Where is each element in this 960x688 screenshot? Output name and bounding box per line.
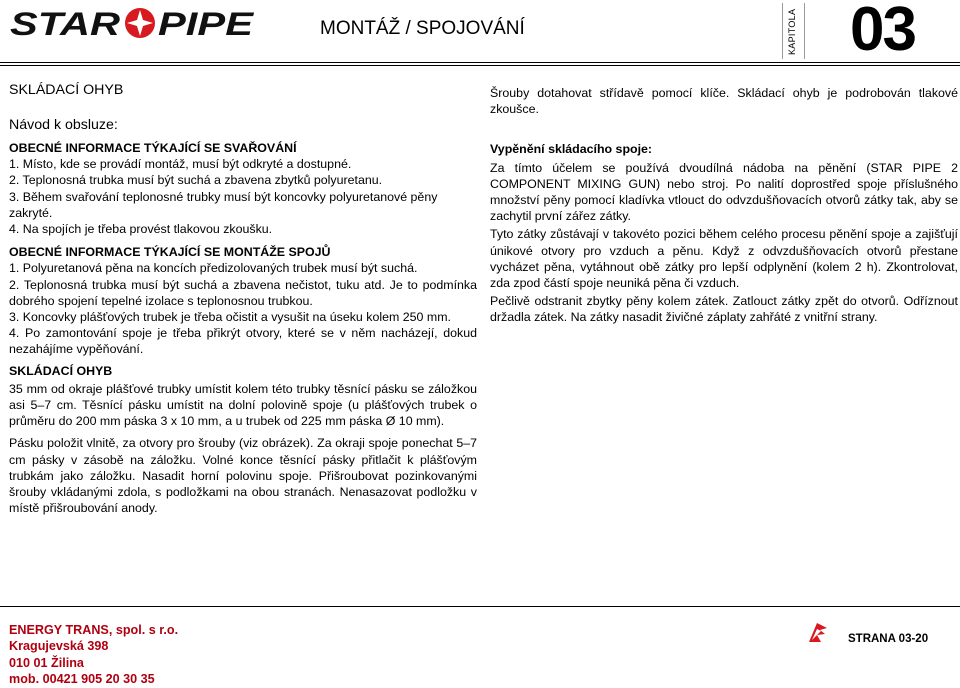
energy-trans-logo-icon bbox=[805, 620, 831, 646]
section-title: SKLÁDACÍ OHYB bbox=[9, 82, 124, 98]
header-divider bbox=[782, 3, 783, 59]
list-item: 3. Koncovky plášťových trubek je třeba očistit a vysušit na úseku kolem 250 mm. bbox=[9, 310, 451, 325]
left-column bbox=[9, 81, 477, 516]
chapter-label: KAPITOLA bbox=[787, 8, 797, 55]
bend-heading: SKLÁDACÍ OHYB bbox=[9, 363, 113, 378]
intro-paragraph: Šrouby dotahovat střídavě pomocí klíče. Skládací ohyb je podrobován tlakové zkoušce. bbox=[490, 86, 958, 117]
foaming-heading: Vypěnění skládacího spoje: bbox=[490, 142, 653, 157]
page-number: STRANA 03-20 bbox=[848, 633, 929, 645]
list-item: 3. Během svařování teplonosné trubky musí být koncovky polyuretanové pěny zakryté. bbox=[9, 189, 438, 220]
company-street: Kragujevská 398 bbox=[9, 639, 109, 654]
company-phone: mob. 00421 905 20 30 35 bbox=[9, 672, 155, 687]
bend-paragraph: 35 mm od okraje plášťové trubky umístit kolem této trubky těsnící pásku se záložkou asi 5–7 cm. Těsnící pásku umístit na dolní polovině spoje (u plášťových trubek o průměru do 200 mm páska 3 x 10 mm, a u trubek od 225 mm páska Ø 10 mm). bbox=[9, 381, 477, 429]
chapter-number: 03 bbox=[850, 0, 915, 64]
header-divider bbox=[804, 3, 805, 59]
foaming-paragraph: Pečlivě odstranit zbytky pěny kolem zátek. Zatlouct zátky zpět do otvorů. Odříznout držadla zátek. Na zátky nasadit živičné záplaty zahřáté z vnitřní strany. bbox=[490, 294, 958, 325]
list-item: 1. Místo, kde se provádí montáž, musí být odkryté a dostupné. bbox=[9, 157, 352, 172]
list-item: 4. Na spojích je třeba provést tlakovou zkoušku. bbox=[9, 222, 273, 237]
right-column bbox=[490, 85, 958, 326]
header-rule bbox=[0, 65, 960, 66]
footer-rule bbox=[0, 606, 960, 607]
list-item: 2. Teplonosná trubka musí být suchá a zbavena zbytků polyuretanu. bbox=[9, 173, 383, 188]
assembly-heading: OBECNÉ INFORMACE TÝKAJÍCÍ SE MONTÁŽE SPOJŮ bbox=[9, 245, 331, 260]
instructions-heading: Návod k obsluze: bbox=[9, 117, 118, 133]
foaming-paragraph: Za tímto účelem se používá dvoudílná nádoba na pěnění (STAR PIPE 2 COMPONENT MIXING GUN) nebo stroj. Po nalití doprostřed spoje příslušného množství pěny pomocí kladívka vtlouct do odvzdušňovacích otvorů zátky tak, aby se zachytil první zářez zátky. bbox=[490, 160, 958, 224]
svg-text:PIPE: PIPE bbox=[158, 6, 255, 40]
foaming-paragraph: Tyto zátky zůstávají v takovéto pozici během celého procesu pěnění spoje a zajišťují únikové otvory pro vzduch a pěnu. Když z odvzdušňovacích otvorů přestane vycházet pěna, vytáhnout obě zátky pro lepší odplynění (kolem 2 h). Zkontrolovat, zda zpod částí spoje neuniká pěna či vzduch. bbox=[490, 227, 958, 291]
company-address bbox=[9, 622, 178, 688]
bend-paragraph: Pásku položit vlnitě, za otvory pro šrouby (viz obrázek). Za okraji spoje ponechat 5–7 cm pásky v zásobě na záložku. Volné konce těsnící pásky přitlačit k plášťovým trubkám jako záložku. Nasadit horní polovinu spoje. Přišroubovat pozinkovanými šrouby vkládanými zdola, s podložkami na obou stranách. Nenasazovat podložku v místě přišroubování anody. bbox=[9, 436, 477, 516]
svg-text:STAR: STAR bbox=[10, 6, 121, 40]
header-rule bbox=[0, 62, 960, 63]
list-item: 2. Teplonosná trubka musí být suchá a zbavena nečistot, tuku atd. Je to podmínka dobrého spojení tepelné izolace s teplonosnou trubkou. bbox=[9, 277, 477, 308]
starpipe-logo bbox=[10, 6, 255, 40]
company-city: 010 01 Žilina bbox=[9, 655, 84, 670]
page-title: MONTÁŽ / SPOJOVÁNÍ bbox=[320, 18, 525, 39]
company-name: ENERGY TRANS, spol. s r.o. bbox=[9, 623, 179, 637]
list-item: 1. Polyuretanová pěna na koncích předizolovaných trubek musí být suchá. bbox=[9, 261, 418, 276]
welding-heading: OBECNÉ INFORMACE TÝKAJÍCÍ SE SVAŘOVÁNÍ bbox=[9, 141, 297, 155]
list-item: 4. Po zamontování spoje je třeba přikrýt otvory, které se v něm nacházejí, dokud nezahájíme vypěňování. bbox=[9, 326, 477, 357]
